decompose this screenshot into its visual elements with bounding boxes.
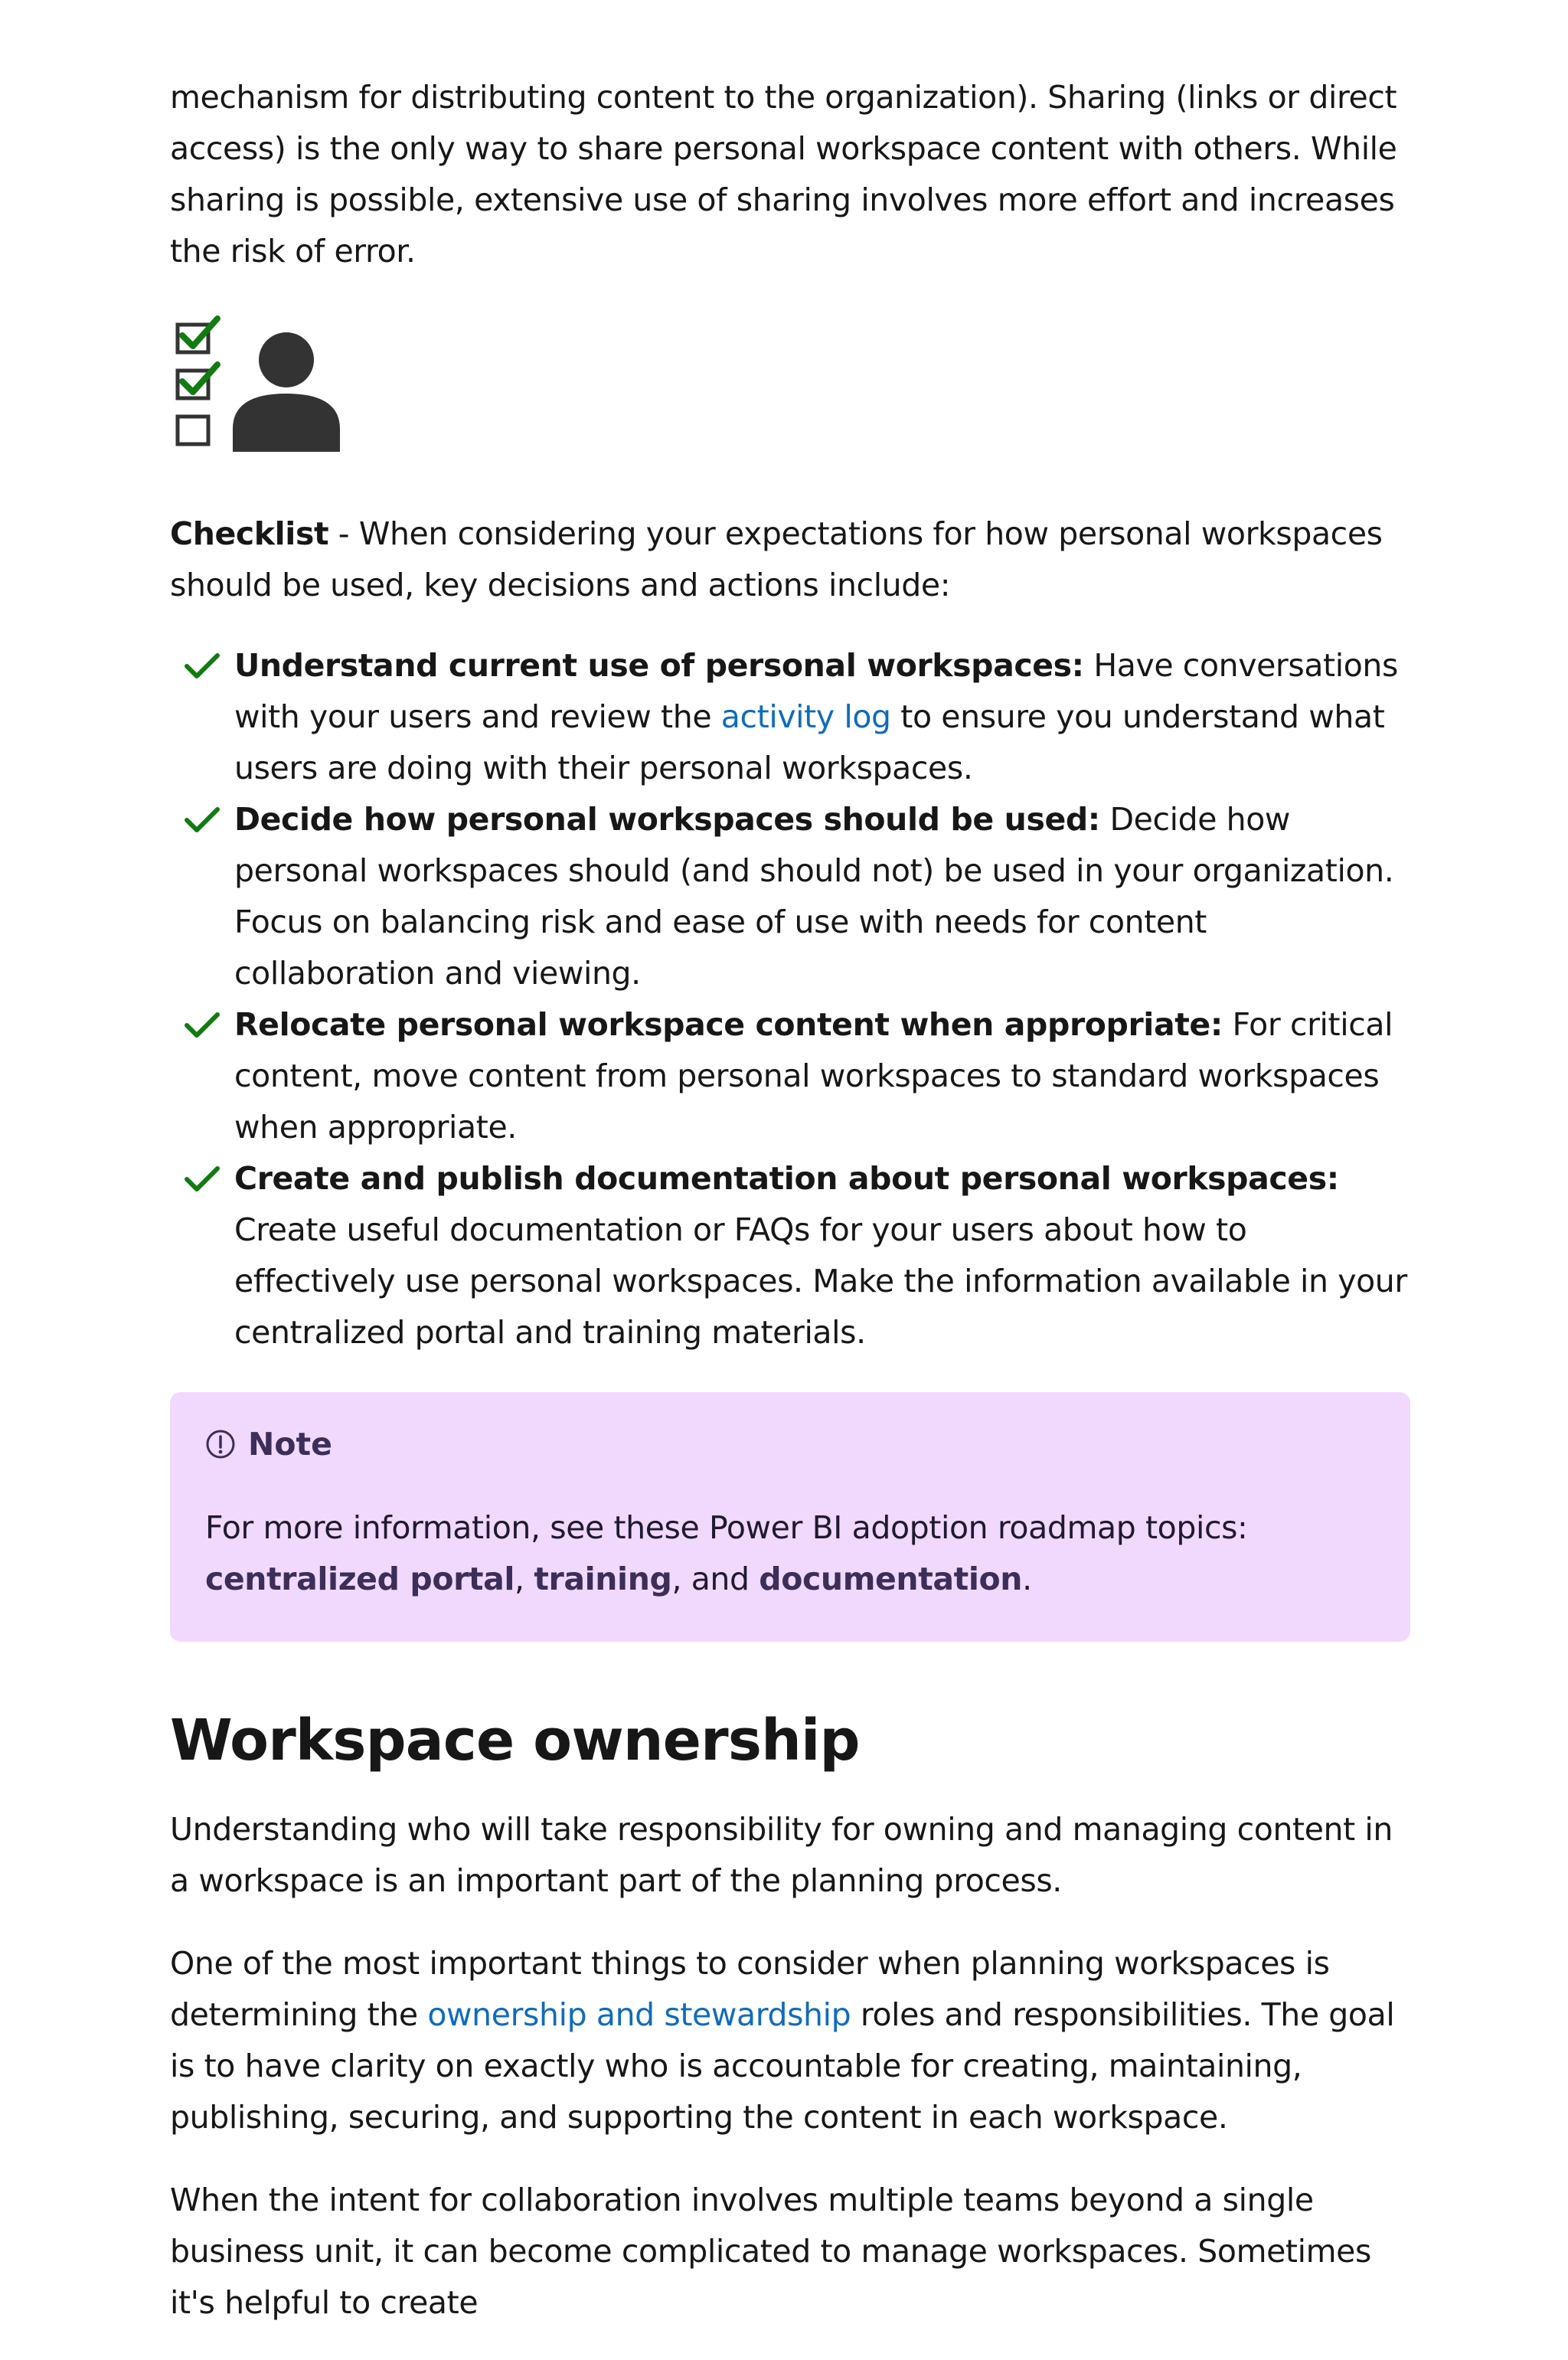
checklist-item <box>170 999 1410 1153</box>
checklist-item-text: Decide how personal workspaces should (and should not) be used in your organization. Focus on balancing risk and ease of use with needs for content collaboration and viewing. <box>234 801 1394 992</box>
activity-log-link[interactable]: activity log <box>720 698 891 735</box>
checklist-item-title: Relocate personal workspace content when appropriate: <box>234 1006 1223 1043</box>
checklist-lead-text: - When considering your expectations for how personal workspaces should be used, key decisions and actions include: <box>170 515 1383 603</box>
centralized-portal-link[interactable]: centralized portal <box>205 1561 515 1597</box>
document-page <box>170 72 1410 2360</box>
section-paragraph-3: When the intent for collaboration involves multiple teams beyond a single business unit, it can become complicated to manage workspaces. Sometimes it's helpful to create <box>170 2182 1371 2321</box>
documentation-link[interactable]: documentation <box>759 1561 1023 1597</box>
checklist-item-text: Have conversations with your users and review the <box>234 647 1398 735</box>
checkmark-icon <box>184 1012 220 1039</box>
note-heading: Note <box>248 1426 332 1463</box>
checklist-items <box>170 640 1410 1358</box>
checklist-item <box>170 640 1410 794</box>
checklist-item <box>170 794 1410 999</box>
note-text: , <box>514 1561 534 1597</box>
training-link[interactable]: training <box>534 1561 672 1597</box>
checklist-item-title: Understand current use of personal workspaces: <box>234 647 1084 684</box>
checkmark-icon <box>184 1165 220 1193</box>
intro-paragraph: mechanism for distributing content to the organization). Sharing (links or direct access) is the only way to share personal workspace content with others. While sharing is possible, extensive use of sharing involves more effort and increases the risk of error. <box>170 79 1397 270</box>
section-paragraph-1: Understanding who will take responsibility for owning and managing content in a workspace is an important part of the planning process. <box>170 1811 1393 1899</box>
note-text: , and <box>671 1561 760 1597</box>
checklist-item-text: to ensure you understand what users are doing with their personal workspaces. <box>234 698 1385 786</box>
note-header <box>205 1423 1375 1466</box>
info-circle-icon <box>205 1429 236 1459</box>
checkmark-icon <box>184 652 220 680</box>
checklist-item-title: Create and publish documentation about personal workspaces: <box>234 1160 1339 1197</box>
checklist-item-title: Decide how personal workspaces should be used: <box>234 801 1100 838</box>
note-body <box>205 1502 1375 1605</box>
note-callout <box>170 1392 1410 1642</box>
note-text: For more information, see these Power BI adoption roadmap topics: <box>205 1509 1248 1546</box>
note-text: . <box>1022 1561 1032 1597</box>
checkmark-icon <box>184 806 220 834</box>
ownership-stewardship-link[interactable]: ownership and stewardship <box>427 1996 851 2033</box>
checklist-person-icon <box>170 314 341 455</box>
section-paragraph-2 <box>170 1938 1410 2143</box>
paragraph-text: roles and responsibilities. The goal is to have clarity on exactly who is accountable for creating, maintaining, publishing, securing, and supporting the content in each workspace. <box>170 1996 1395 2136</box>
paragraph-text: One of the most important things to consider when planning workspaces is determining the <box>170 1945 1330 2033</box>
checklist-item <box>170 1153 1410 1358</box>
section-heading: Workspace ownership <box>170 1708 860 1773</box>
checklist-item-text: For critical content, move content from personal workspaces to standard workspaces when appropriate. <box>234 1006 1393 1146</box>
checklist-item-text: Create useful documentation or FAQs for your users about how to effectively use personal workspaces. Make the information available in your centralized portal and training materials. <box>234 1211 1407 1351</box>
checklist-label: Checklist <box>170 515 329 552</box>
checklist-intro <box>170 508 1410 611</box>
